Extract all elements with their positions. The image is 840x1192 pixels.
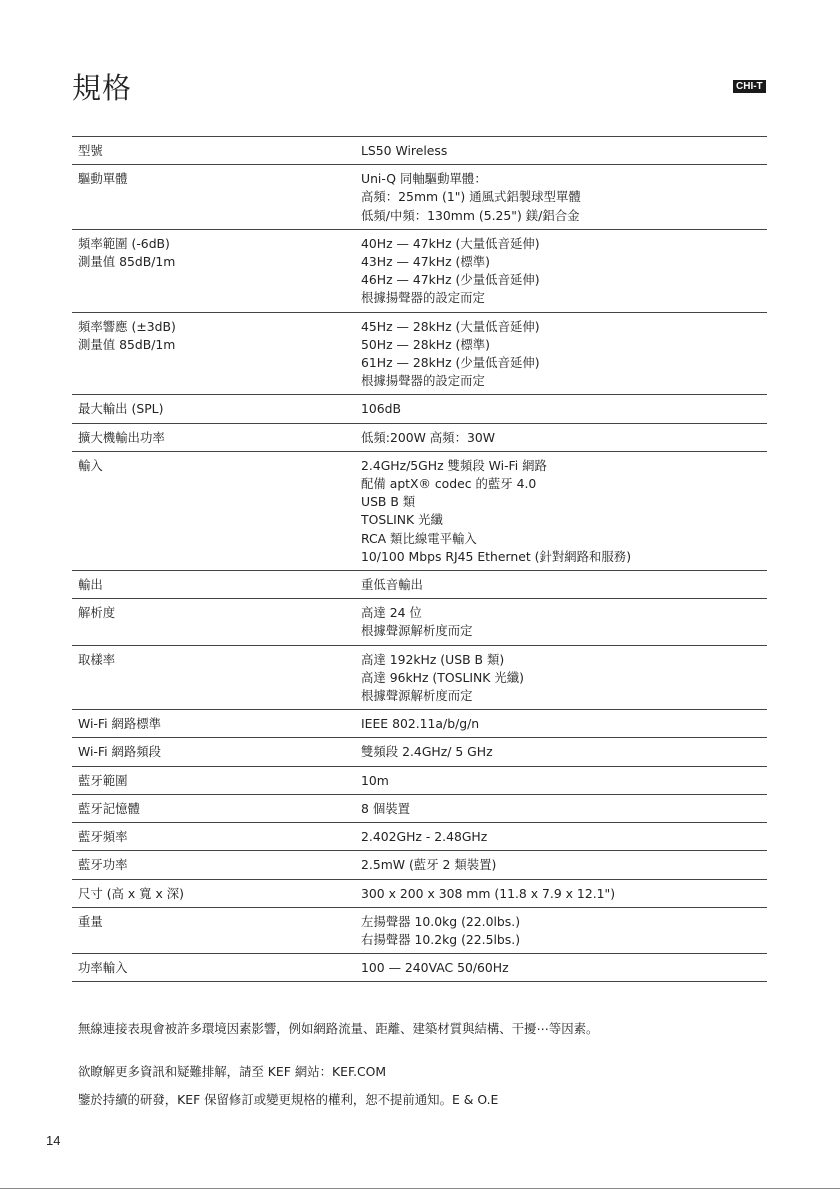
spec-value-line: 低頻:200W 高頻：30W [361, 429, 495, 445]
spec-label [72, 318, 361, 391]
spec-value-line: 根據聲源解析度而定 [361, 688, 473, 704]
spec-label-line: 測量值 85dB/1m [78, 336, 176, 352]
spec-label-line: 取樣率 [78, 651, 116, 667]
spec-row [72, 571, 767, 599]
spec-label-line: 尺寸 (高 x 寬 x 深) [78, 885, 184, 901]
spec-row [72, 395, 767, 423]
spec-value-line: 根據聲源解析度而定 [361, 623, 473, 639]
spec-label [72, 856, 361, 874]
page-title: 規格 [72, 71, 133, 105]
spec-row [72, 738, 767, 766]
spec-row [72, 767, 767, 795]
spec-value [361, 885, 767, 903]
spec-value-line: 100 — 240VAC 50/60Hz [361, 960, 509, 976]
spec-row [72, 880, 767, 908]
spec-row [72, 710, 767, 738]
spec-label [72, 429, 361, 447]
spec-label-line: 藍牙範圍 [78, 772, 128, 788]
spec-row [72, 823, 767, 851]
spec-value-line: 300 x 200 x 308 mm (11.8 x 7.9 x 12.1") [361, 885, 616, 901]
spec-row [72, 230, 767, 313]
spec-row [72, 908, 767, 954]
spec-row [72, 646, 767, 711]
spec-label-line: 頻率範圍 (-6dB) [78, 235, 170, 251]
spec-label-line: 輸入 [78, 457, 103, 473]
spec-label-line: 擴大機輸出功率 [78, 429, 165, 445]
spec-value [361, 856, 767, 874]
spec-row [72, 954, 767, 981]
spec-value [361, 913, 767, 949]
spec-value-line: LS50 Wireless [361, 143, 448, 158]
spec-value-line: IEEE 802.11a/b/g/n [361, 716, 480, 732]
spec-value-line: 2.5mW (藍牙 2 類裝置) [361, 857, 497, 873]
spec-label-line: 驅動單體 [78, 171, 128, 187]
spec-value-line: 高頻：25mm (1") 通風式鋁製球型單體 [361, 189, 581, 205]
rights-note: 鑒於持續的研發，KEF 保留修訂或變更規格的權利，恕不提前通知。E & O.E [78, 1092, 499, 1107]
spec-label-line: Wi-Fi 網路標準 [78, 716, 162, 732]
spec-label [72, 743, 361, 761]
spec-value-line: 高達 96kHz (TOSLINK 光纖) [361, 669, 524, 685]
spec-value-line: 40Hz — 47kHz (大量低音延伸) [361, 235, 540, 251]
spec-label [72, 800, 361, 818]
spec-label [72, 959, 361, 977]
spec-value [361, 576, 767, 594]
spec-table [72, 136, 767, 982]
spec-label [72, 170, 361, 225]
spec-value [361, 429, 767, 447]
spec-label [72, 772, 361, 790]
spec-label-line: 藍牙記憶體 [78, 800, 140, 816]
spec-value [361, 800, 767, 818]
spec-label-line: 最大輸出 (SPL) [78, 401, 164, 417]
spec-value-line: Uni-Q 同軸驅動單體： [361, 171, 487, 187]
spec-row [72, 452, 767, 571]
bottom-divider [0, 1188, 840, 1189]
spec-label-line: 測量值 85dB/1m [78, 254, 176, 270]
spec-value-line: RCA 類比線電平輸入 [361, 530, 477, 546]
spec-value-line: USB B 類 [361, 494, 416, 510]
spec-label-line: 型號 [78, 143, 103, 158]
spec-value-line: TOSLINK 光纖 [361, 512, 443, 528]
spec-value [361, 604, 767, 640]
spec-value-line: 右揚聲器 10.2kg (22.5lbs.) [361, 931, 521, 947]
spec-value-line: 10m [361, 772, 389, 788]
spec-row [72, 795, 767, 823]
more-info-note: 欲瞭解更多資訊和疑難排解，請至 KEF 網站：KEF.COM [78, 1064, 387, 1079]
spec-value-line: 61Hz — 28kHz (少量低音延伸) [361, 355, 540, 371]
spec-value-line: 左揚聲器 10.0kg (22.0lbs.) [361, 913, 521, 929]
spec-label-line: 解析度 [78, 605, 116, 621]
spec-label [72, 913, 361, 949]
wireless-note: 無線連接表現會被許多環境因素影響，例如網路流量、距離、建築材質與結構、干擾⋯等因素。 [78, 1021, 599, 1036]
spec-value-line: 46Hz — 47kHz (少量低音延伸) [361, 272, 540, 288]
spec-value-line: 50Hz — 28kHz (標準) [361, 336, 491, 352]
spec-label-line: 藍牙頻率 [78, 829, 128, 845]
spec-value-line: 重低音輸出 [361, 577, 423, 593]
spec-label [72, 604, 361, 640]
spec-label-line: 輸出 [78, 577, 103, 593]
spec-value [361, 457, 767, 566]
spec-label [72, 400, 361, 418]
spec-value [361, 651, 767, 706]
spec-label [72, 142, 361, 160]
spec-value-line: 配備 aptX® codec 的藍牙 4.0 [361, 476, 537, 492]
spec-value-line: 106dB [361, 401, 402, 417]
spec-label [72, 715, 361, 733]
spec-value-line: 8 個裝置 [361, 800, 410, 816]
spec-label [72, 457, 361, 566]
spec-label [72, 885, 361, 903]
spec-value-line: 43Hz — 47kHz (標準) [361, 254, 491, 270]
spec-row [72, 165, 767, 230]
spec-value-line: 低頻/中頻：130mm (5.25") 鎂/鋁合金 [361, 207, 580, 223]
spec-value [361, 772, 767, 790]
spec-row [72, 424, 767, 452]
spec-value [361, 959, 767, 977]
spec-value-line: 高達 192kHz (USB B 類) [361, 651, 505, 667]
page-number: 14 [46, 1133, 61, 1148]
spec-label [72, 651, 361, 706]
spec-value-line: 10/100 Mbps RJ45 Ethernet (針對網路和服務) [361, 548, 632, 564]
spec-value [361, 235, 767, 308]
spec-label [72, 828, 361, 846]
language-badge: CHI-T [733, 80, 766, 93]
spec-row [72, 599, 767, 645]
spec-row [72, 137, 767, 165]
spec-value-line: 2.4GHz/5GHz 雙頻段 Wi-Fi 網路 [361, 457, 547, 473]
spec-label-line: Wi-Fi 網路頻段 [78, 744, 162, 760]
spec-label [72, 576, 361, 594]
spec-label [72, 235, 361, 308]
spec-value-line: 根據揚聲器的設定而定 [361, 373, 485, 389]
spec-value [361, 170, 767, 225]
spec-value [361, 400, 767, 418]
notes-section [78, 1020, 778, 1109]
spec-value [361, 142, 767, 160]
spec-value-line: 根據揚聲器的設定而定 [361, 290, 485, 306]
spec-label-line: 重量 [78, 913, 103, 929]
spec-label-line: 功率輸入 [78, 960, 128, 976]
spec-value [361, 318, 767, 391]
spec-row [72, 851, 767, 879]
spec-value [361, 715, 767, 733]
spec-row [72, 313, 767, 396]
spec-value-line: 45Hz — 28kHz (大量低音延伸) [361, 318, 540, 334]
spec-value-line: 高達 24 位 [361, 605, 422, 621]
spec-value-line: 2.402GHz - 2.48GHz [361, 829, 488, 845]
spec-label-line: 藍牙功率 [78, 857, 128, 873]
spec-label-line: 頻率響應 (±3dB) [78, 318, 176, 334]
spec-value-line: 雙頻段 2.4GHz/ 5 GHz [361, 744, 493, 760]
spec-value [361, 743, 767, 761]
spec-value [361, 828, 767, 846]
